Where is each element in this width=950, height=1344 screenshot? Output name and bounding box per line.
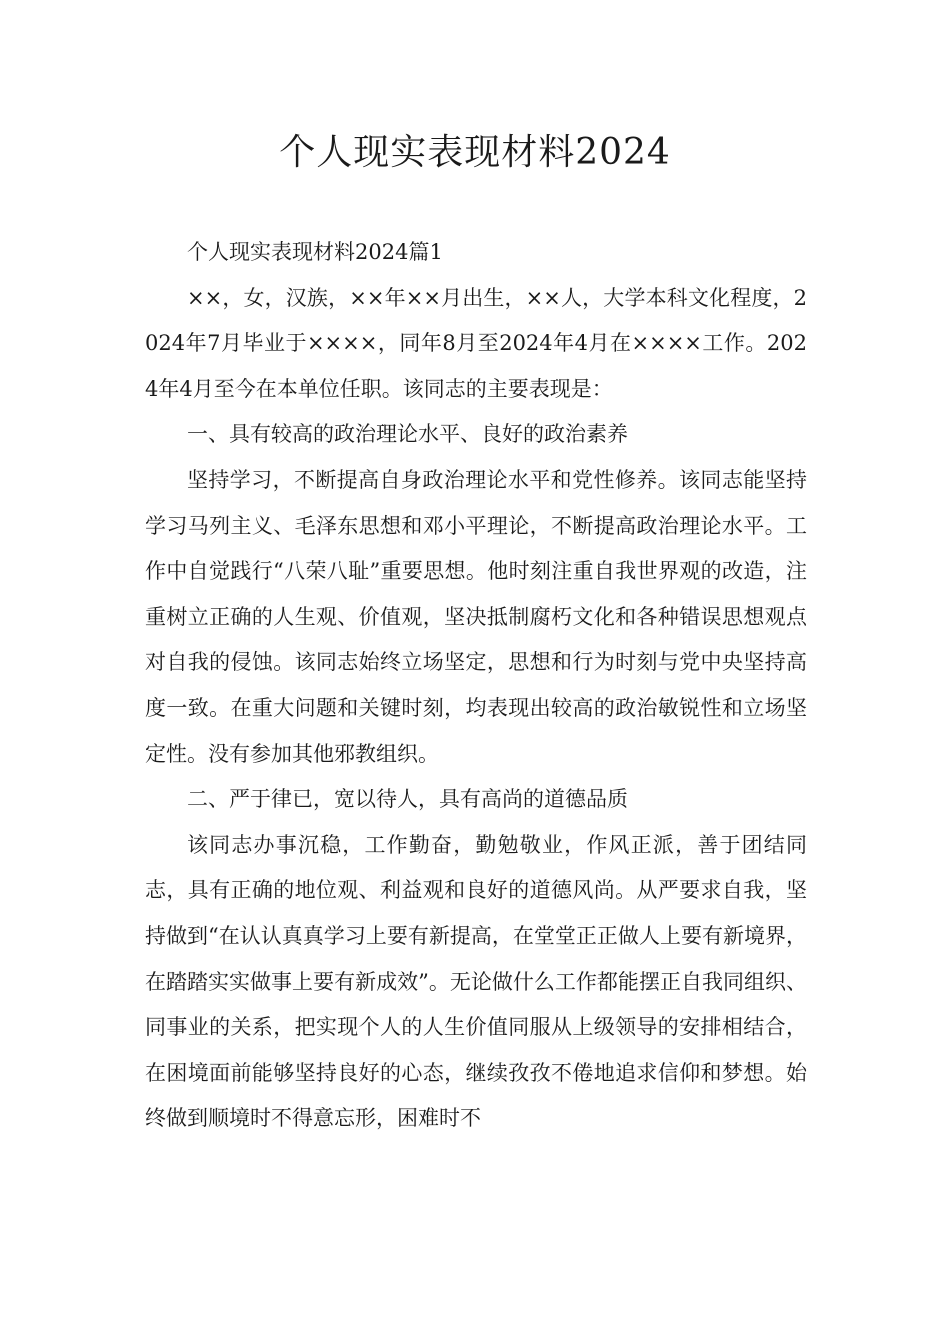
- body-paragraph: ××，女，汉族，××年××月出生，××人，大学本科文化程度，2024年7月毕业于××××，同年8月至2024年4月在××××工作。2024年4月至今在本单位任职。该同志的主要表现是：: [145, 285, 807, 401]
- document-title: 个人现实表现材料2024: [279, 132, 671, 173]
- body-paragraph: 坚持学习，不断提高自身政治理论水平和党性修养。该同志能坚持学习马列主义、毛泽东思想和邓小平理论，不断提高政治理论水平。工作中自觉践行“八荣八耻”重要思想。他时刻注重自我世界观的改造，注重树立正确的人生观、价值观，坚决抵制腐朽文化和各种错误思想观点对自我的侵蚀。该同志始终立场坚定，思想和行为时刻与党中央坚持高度一致。在重大问题和关键时刻，均表现出较高的政治敏锐性和立场坚定性。没有参加其他邪教组织。: [145, 467, 807, 766]
- section-heading: 一、具有较高的政治理论水平、良好的政治素养: [187, 422, 628, 447]
- section-heading: 二、严于律已，宽以待人，具有高尚的道德品质: [187, 787, 628, 812]
- document-body: [145, 230, 807, 1142]
- body-paragraph: 该同志办事沉稳，工作勤奋，勤勉敬业，作风正派，善于团结同志，具有正确的地位观、利益观和良好的道德风尚。从严要求自我，坚持做到“在认认真真学习上要有新提高，在堂堂正正做人上要有新境界，在踏踏实实做事上要有新成效”。无论做什么工作都能摆正自我同组织、同事业的关系，把实现个人的人生价值同服从上级领导的安排相结合，在困境面前能够坚持良好的心态，继续孜孜不倦地追求信仰和梦想。始终做到顺境时不得意忘形，困难时不: [145, 832, 807, 1131]
- section-heading-intro: 个人现实表现材料2024篇1: [187, 240, 443, 264]
